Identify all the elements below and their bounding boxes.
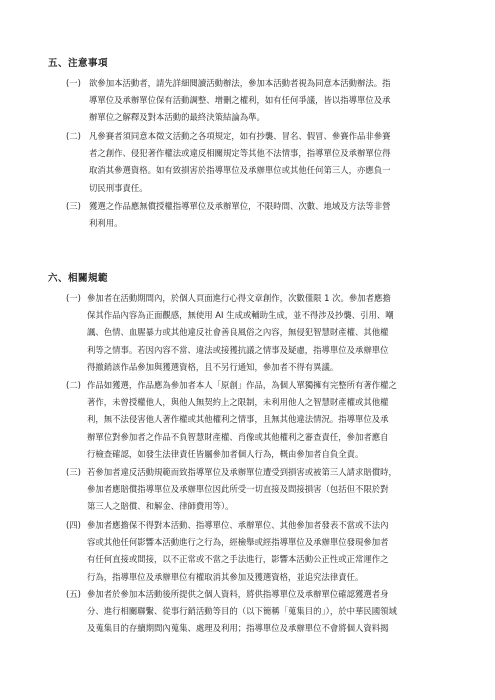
item-number: (三) [66,201,81,211]
item-text-line: 辦單位之解釋及對本活動的最終決策結論為準。 [89,112,265,123]
notes-item-3 [66,198,391,232]
rules-item-2 [66,377,397,463]
item-text-line: 辦單位對參加者之作品不負智慧財產權、肖像或其他權利之審查責任，參加者應自 [87,431,389,442]
section-heading-rules: 六、相關規範 [48,273,109,284]
item-text-line: 利等之情事。若因內容不當、違法或接獲抗議之情事及疑慮，指導單位及承辦單位 [87,344,389,355]
item-text-line: 凡參賽者須同意本徵文活動之各項規定，如有抄襲、冒名、假冒、參賽作品非參賽 [89,131,391,141]
item-text-line: 諷、色情、血腥暴力或其他違反社會善良風俗之內容，無侵犯智慧財產權、其他權 [87,327,389,338]
item-text-line: 者之創作、侵犯著作權法或違反相關規定等其他不法情事，指導單位及承辦單位得 [89,148,391,159]
rules-item-5 [66,586,397,638]
item-text-line: 取消其參選資格。如有致損害於指導單位及承辦單位或其他任何第三人，亦應負一 [89,165,391,176]
rules-item-1 [66,290,394,376]
item-text-line: 利，無不法侵害他人著作權或其他權利之情事，且無其他違法情況。指導單位及承 [87,414,389,425]
item-number: (四) [66,520,81,530]
item-number: (二) [66,131,81,141]
item-number: (一) [66,293,81,303]
notes-item-2 [66,128,391,197]
rules-item-3 [66,464,397,516]
item-text-line: 容或其他任何影響本活動進行之行為，經檢舉或經指導單位及承辦單位發現參加者 [87,537,389,548]
item-text-line: 欲參加本活動者，請先詳細閱讀活動辦法，參加本活動者視為同意本活動辦法。指 [89,78,391,88]
item-text-line: 及蒐集目的存續期間內蒐集、處理及利用；指導單位及承辦單位不會將個人資料揭 [87,623,389,634]
item-text-line: 獲選之作品應無償授權指導單位及承辦單位，不限時間、次數、地域及方法等非營 [89,201,391,211]
item-text-line: 切民刑事責任。 [89,182,148,193]
section-heading-notes: 五、注意事項 [48,58,109,69]
rules-item-4 [66,517,389,586]
item-number: (三) [66,467,81,477]
item-text-line: 參加者在活動期間內，於個人頁面進行心得文章創作，次數僅限 1 次。參加者應擔 [87,293,391,303]
item-text-line: 得撤銷該作品參加與獲選資格，且不另行通知，參加者不得有異議。 [87,361,339,372]
item-text-line: 保其作品內容為正面觀感，無使用 AI 生成或輔助生成，並不得涉及抄襲、引用、嘲 [87,310,394,321]
item-number: (一) [66,78,81,88]
item-text-line: 行為，指導單位及承辦單位有權取消其參加及獲選資格，並追究法律責任。 [87,571,364,582]
item-text-line: 若參加者違反活動規範而致指導單位及承辦單位遭受到損害或被第三人請求賠償時， [87,467,397,477]
item-number: (五) [66,589,81,599]
item-text-line: 參加者於參加本活動後所提供之個人資料，將供指導單位及承辦單位確認獲選者身 [87,589,389,599]
item-text-line: 作品如獲選，作品應為參加者本人「原創」作品，為個人單獨擁有完整所有著作權之 [87,380,397,390]
item-text-line: 利利用。 [89,218,123,229]
item-number: (二) [66,380,81,390]
item-text-line: 行檢查確認，如發生法律責任皆屬參加者個人行為，概由參加者自負全責。 [87,448,364,459]
item-text-line: 分、進行相關聯繫、從事行銷活動等目的（以下簡稱「蒐集目的」），於中華民國領域 [87,606,397,617]
item-text-line: 參加者應擔保不得對本活動、指導單位、承辦單位、其他參加者發表不當或不法內 [87,520,389,530]
item-text-line: 參加者應賠償指導單位及承辦單位因此所受一切直接及間接損害（包括但不限於對 [87,484,389,495]
notes-item-1 [66,75,391,127]
item-text-line: 著作，未曾授權他人，與他人無契約上之限制，未利用他人之智慧財產權或其他權 [87,397,389,408]
item-text-line: 導單位及承辦單位保有活動調整、增刪之權利，如有任何爭議，皆以指導單位及承 [89,95,391,106]
item-text-line: 有任何直接或間接，以不正常或不當之手法進行，影響本活動公正性或正常運作之 [87,554,389,565]
item-text-line: 第三人之賠償、和解金、律師費用等）。 [87,501,234,512]
